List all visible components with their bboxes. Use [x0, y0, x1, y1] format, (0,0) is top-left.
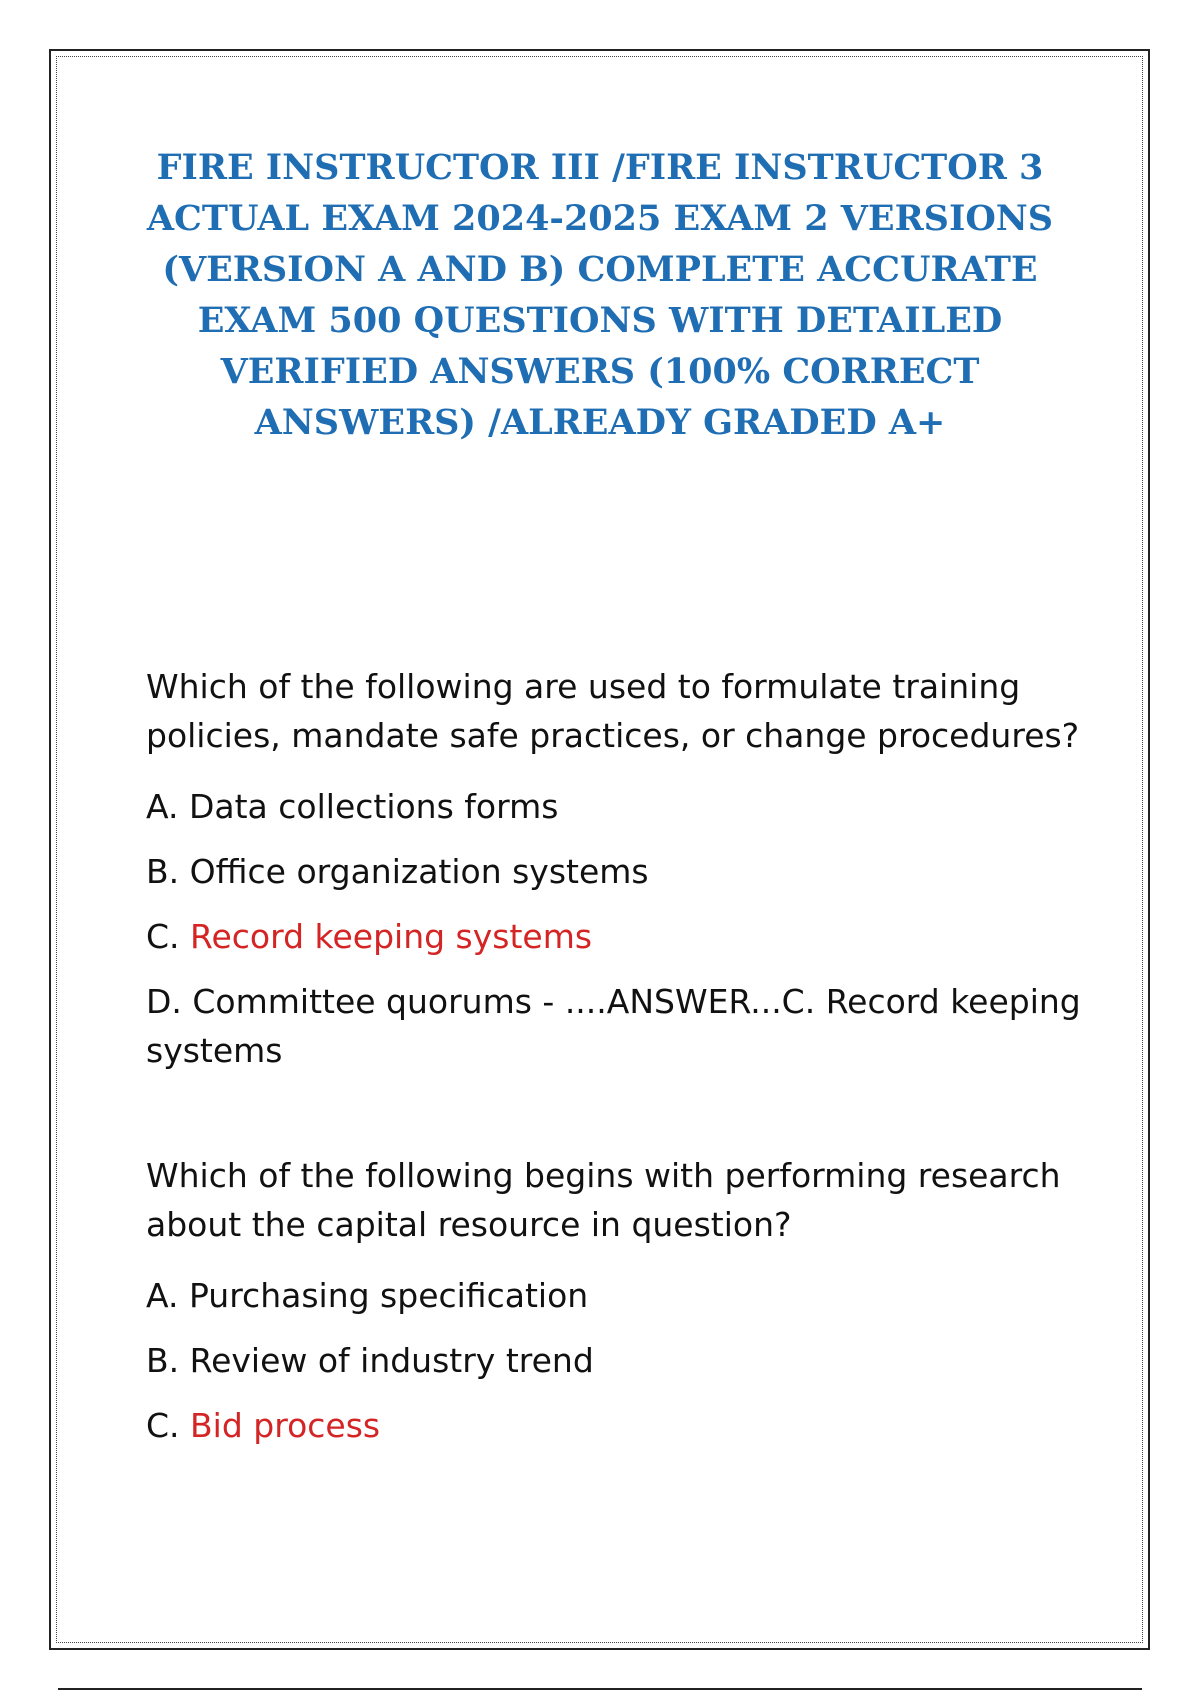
option-text: Data collections forms: [188, 787, 559, 826]
option-letter: A.: [146, 787, 189, 826]
question-1: [146, 662, 1086, 1081]
question-1-option-a: [146, 772, 1086, 837]
document-title: FIRE INSTRUCTOR III /FIRE INSTRUCTOR 3 ACTUAL EXAM 2024-2025 EXAM 2 VERSIONS (VERSION A AND B) COMPLETE ACCURATE EXAM 500 QUESTIONS WITH DETAILED VERIFIED ANSWERS (100% CORRECT ANSWERS) /ALREADY GRADED A+: [146, 147, 1054, 443]
option-letter: A.: [146, 1276, 189, 1315]
question-2-option-a: [146, 1261, 1086, 1326]
footer-rule: [58, 1688, 1142, 1690]
option-letter: B.: [146, 1341, 190, 1380]
option-text: Committee quorums - ....ANSWER...C. Record keeping systems: [146, 982, 1081, 1070]
option-letter: D.: [146, 982, 193, 1021]
question-1-option-c: [146, 902, 1086, 967]
option-text: Purchasing specification: [188, 1276, 589, 1315]
question-1-text: Which of the following are used to formulate training policies, mandate safe practices, or change procedures?: [146, 667, 1080, 755]
option-letter: C.: [146, 1406, 191, 1445]
question-1-option-b: [146, 837, 1086, 902]
correct-answer-text: Record keeping systems: [190, 917, 593, 956]
option-letter: C.: [146, 917, 191, 956]
option-text: Review of industry trend: [189, 1341, 594, 1380]
correct-answer-text: Bid process: [190, 1406, 381, 1445]
question-1-option-d: [146, 967, 1086, 1081]
question-2-text: Which of the following begins with performing research about the capital resource in question?: [146, 1156, 1061, 1244]
option-text: Office organization systems: [189, 852, 649, 891]
option-letter: B.: [146, 852, 190, 891]
question-2-option-c: [146, 1391, 1086, 1456]
question-2: [146, 1151, 1086, 1456]
question-list: [146, 662, 1086, 1456]
question-2-option-b: [146, 1326, 1086, 1391]
